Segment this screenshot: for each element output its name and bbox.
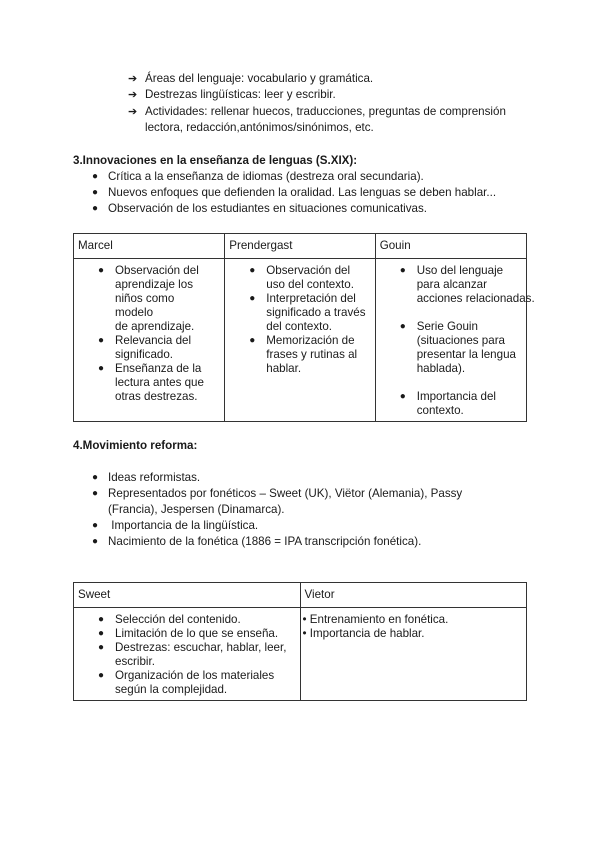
arrow-icon: ➔ — [128, 106, 138, 118]
arrow-icon: ➔ — [128, 89, 138, 101]
list-item-text: Actividades: rellenar huecos, traducciones, preguntas de comprensión — [145, 105, 506, 118]
list-item-text: Limitación de lo que se enseña. — [115, 627, 279, 640]
bullet-icon: ● — [98, 363, 105, 374]
table-cell-vietor — [300, 608, 527, 701]
list-item-text: Uso del lenguaje para alcanzar acciones relacionadas. — [416, 264, 535, 305]
table-cell-gouin — [375, 259, 535, 422]
table-cell-prendergast — [225, 259, 375, 422]
table-header-cell: Marcel — [74, 234, 225, 259]
list-item-text: Destrezas: escuchar, hablar, leer, escribir. — [115, 641, 287, 668]
list-item-text: Áreas del lenguaje: vocabulario y gramática. — [145, 72, 374, 85]
list-item-text: Ideas reformistas. — [108, 471, 201, 484]
arrow-icon: ➔ — [128, 73, 138, 85]
comparison-table-reform — [73, 582, 527, 701]
table-cell-sweet — [74, 608, 301, 701]
bullet-icon: ● — [92, 520, 99, 531]
bullet-icon: ● — [92, 488, 99, 499]
list-item-text: Serie Gouin (situaciones para presentar la lengua hablada). — [416, 320, 516, 375]
bullet-icon: ● — [399, 391, 406, 402]
bullet-icon: ● — [92, 536, 99, 547]
list-item-text: Nacimiento de la fonética (1886 = IPA transcripción fonética). — [108, 535, 422, 548]
section-4-title: 4.Movimiento reforma: — [73, 439, 198, 452]
list-item-text: Crítica a la enseñanza de idiomas (destreza oral secundaria). — [108, 170, 424, 183]
bullet-icon: ● — [92, 203, 99, 214]
bullet-icon: ● — [98, 265, 105, 276]
bullet-icon: ● — [249, 265, 256, 276]
list-item-text: Observación del aprendizaje los niños como modelo de aprendizaje. — [115, 264, 199, 333]
bullet-icon: ● — [98, 642, 105, 653]
list-item-text: Observación de los estudiantes en situaciones comunicativas. — [108, 202, 428, 215]
table-header-cell: Gouin — [375, 234, 526, 259]
table-header-cell: Sweet — [74, 583, 301, 608]
list-item-text: Memorización de frases y rutinas al hablar. — [266, 334, 358, 375]
bullet-icon: ● — [92, 171, 99, 182]
list-item-text: Relevancia del significado. — [115, 334, 192, 361]
list-item-text: Enseñanza de la lectura antes que otras destrezas. — [115, 362, 204, 403]
list-item-text: Interpretación del significado a través del contexto. — [266, 292, 366, 333]
bullet-icon: ● — [98, 670, 105, 681]
section-3-title: 3.Innovaciones en la enseñanza de lenguas (S.XIX): — [73, 154, 358, 167]
list-item: • Importancia de hablar. — [302, 627, 425, 640]
bullet-icon: ● — [249, 335, 256, 346]
bullet-icon: ● — [399, 265, 406, 276]
list-item-text: Importancia de la lingüística. — [108, 519, 259, 532]
bullet-icon: ● — [249, 293, 256, 304]
list-item-text: Destrezas lingüísticas: leer y escribir. — [145, 88, 336, 101]
bullet-icon: ● — [92, 472, 99, 483]
list-item-text: Importancia del contexto. — [416, 390, 496, 417]
list-item-text: (Francia), Jespersen (Dinamarca). — [108, 503, 285, 516]
table-header-cell: Prendergast — [225, 234, 375, 259]
bullet-icon: ● — [399, 321, 406, 332]
bullet-icon: ● — [98, 335, 105, 346]
list-item-text: lectora, redacción,antónimos/sinónimos, etc. — [145, 121, 374, 134]
table-header-cell: Vietor — [300, 583, 527, 608]
list-item-text: Selección del contenido. — [115, 613, 241, 626]
list-item-text: Organización de los materiales según la complejidad. — [115, 669, 275, 696]
comparison-table-methods — [73, 233, 535, 422]
list-item-text: Observación del uso del contexto. — [266, 264, 354, 291]
list-item: • Entrenamiento en fonética. — [302, 613, 449, 626]
table-cell-marcel — [74, 259, 225, 422]
bullet-icon: ● — [98, 614, 105, 625]
list-item-text: Representados por fonéticos – Sweet (UK), Viëtor (Alemania), Passy — [108, 487, 463, 500]
bullet-icon: ● — [98, 628, 105, 639]
list-item-text: Nuevos enfoques que defienden la oralidad. Las lenguas se deben hablar... — [108, 186, 497, 199]
bullet-icon: ● — [92, 187, 99, 198]
